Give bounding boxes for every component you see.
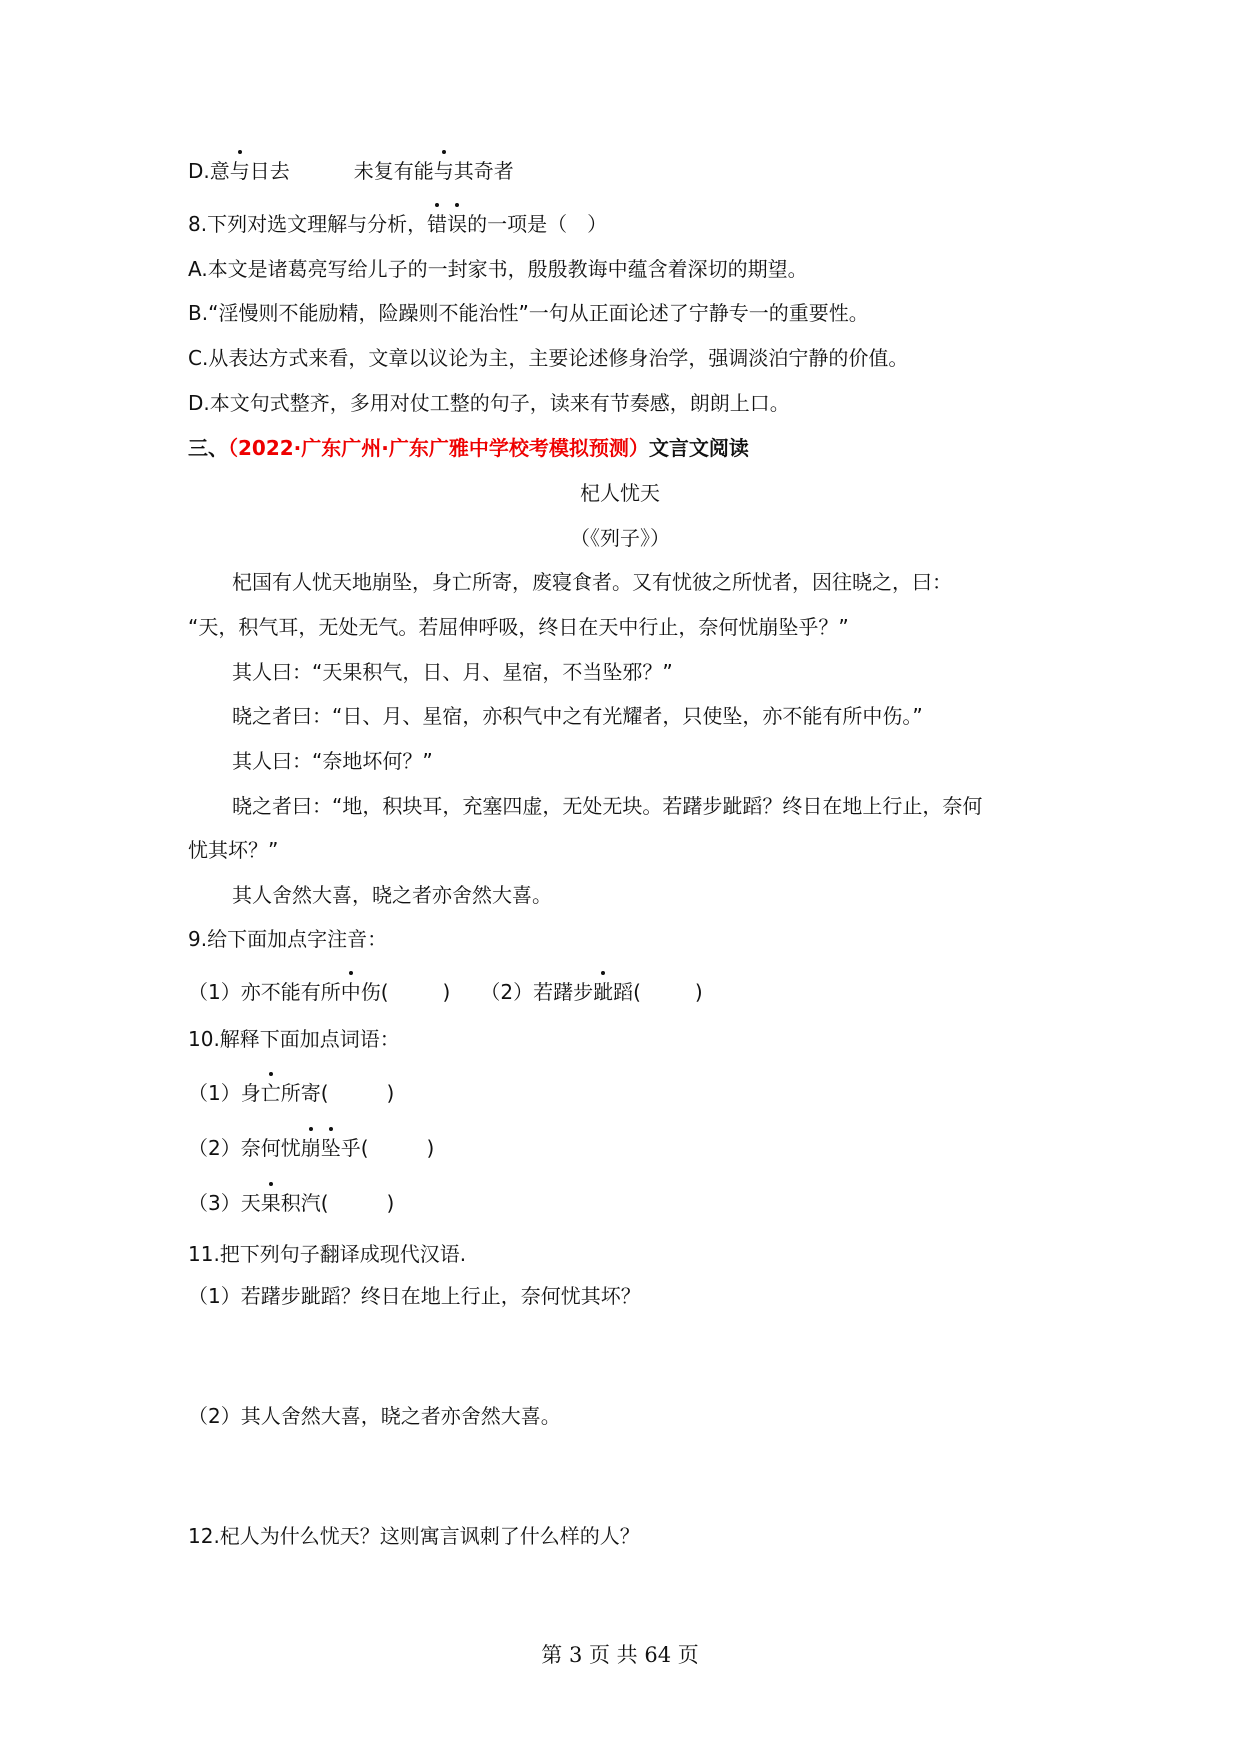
text: 其奇者 (453, 159, 514, 183)
q8-option-d: D.本文句式整齐，多用对仗工整的句子，读来有节奏感，朗朗上口。 (188, 391, 790, 415)
dotted-char: 错 (427, 212, 448, 236)
text: 乎( (340, 1136, 369, 1160)
dotted-char: 崩 (300, 1136, 321, 1160)
q8-option-a: A.本文是诸葛亮写给儿子的一封家书，殷殷教诲中蕴含着深切的期望。 (188, 257, 808, 281)
option-label: D. (188, 159, 210, 183)
dotted-char: 与 (433, 159, 454, 183)
dotted-char: 亡 (260, 1081, 281, 1105)
text: （1）身 (188, 1081, 261, 1105)
text: ) (426, 1136, 435, 1160)
q11-stem: 11.把下列句子翻译成现代汉语. (188, 1242, 467, 1266)
passage-paragraph: 晓之者曰：“日、月、星宿，亦积气中之有光耀者，只使坠，亦不能有所中伤。” (232, 704, 923, 728)
q11-item: （2）其人舍然大喜，晓之者亦舍然大喜。 (188, 1404, 561, 1428)
q10-stem: 10.解释下面加点词语： (188, 1027, 400, 1051)
q9-items (188, 978, 703, 1006)
q9-stem: 9.给下面加点字注音： (188, 927, 388, 951)
text: ) (442, 980, 451, 1004)
passage-paragraph-cont: 忧其坏？” (188, 838, 279, 862)
section-source: （2022·广东广州·广东广雅中学校考模拟预测） (228, 436, 649, 460)
q7-option-d (188, 157, 514, 185)
text: 8.下列对选文理解与分析， (188, 212, 428, 236)
dotted-char: 跐 (593, 980, 614, 1004)
dotted-char: 误 (447, 212, 468, 236)
page-number: 第 3 页 共 64 页 (541, 1643, 699, 1667)
section-heading (188, 434, 749, 462)
dotted-char: 与 (229, 159, 250, 183)
q8-option-b: B.“淫慢则不能励精，险躁则不能治性”一句从正面论述了宁静专一的重要性。 (188, 301, 869, 325)
text: 伤( (360, 980, 389, 1004)
q8-option-c: C.从表达方式来看，文章以议论为主，主要论述修身治学，强调淡泊宁静的价值。 (188, 346, 909, 370)
passage-paragraph-cont: “天，积气耳，无处无气。若屈伸呼吸，终日在天中行止，奈何忧崩坠乎？” (188, 615, 849, 639)
text: 意 (209, 159, 230, 183)
text: ) (386, 1081, 395, 1105)
q8-stem (188, 210, 607, 238)
text: 日去 (249, 159, 290, 183)
q11-item: （1）若躇步跐蹈？终日在地上行止，奈何忧其坏？ (188, 1284, 641, 1308)
q10-item (188, 1189, 394, 1217)
passage-paragraph: 其人舍然大喜，晓之者亦舍然大喜。 (232, 883, 552, 907)
q10-item (188, 1134, 434, 1162)
passage-paragraph: 其人曰：“天果积气，日、月、星宿，不当坠邪？” (232, 660, 673, 684)
passage-paragraph: 晓之者曰：“地，积块耳，充塞四虚，无处无块。若躇步跐蹈？终日在地上行止，奈何 (232, 794, 983, 818)
text: 积汽( (280, 1191, 329, 1215)
q12-stem: 12.杞人为什么忧天？这则寓言讽刺了什么样的人？ (188, 1524, 640, 1548)
text: （3）天 (188, 1191, 261, 1215)
text: ) (386, 1191, 395, 1215)
text: 所寄( (280, 1081, 329, 1105)
passage-author: （《列子》） (570, 526, 670, 550)
text: 蹈( (613, 980, 641, 1004)
dotted-char: 中 (340, 980, 361, 1004)
text: 的一项是（ ） (467, 212, 608, 236)
text: （2）奈何忧 (188, 1136, 301, 1160)
passage-paragraph: 杞国有人忧天地崩坠，身亡所寄，废寝食者。又有忧彼之所忧者，因往晓之，曰： (232, 570, 952, 594)
q10-item (188, 1079, 394, 1107)
dotted-char: 坠 (320, 1136, 341, 1160)
text: ) (694, 980, 703, 1004)
passage-title: 杞人忧天 (580, 481, 660, 505)
passage-paragraph: 其人曰：“奈地坏何？” (232, 749, 433, 773)
dotted-char: 果 (260, 1191, 281, 1215)
text: （2）若躇步 (480, 980, 594, 1004)
section-number: 三、 (188, 436, 228, 460)
text: （1）亦不能有所 (188, 980, 341, 1004)
section-title: 文言文阅读 (648, 436, 749, 460)
text: 未复有能 (353, 159, 434, 183)
